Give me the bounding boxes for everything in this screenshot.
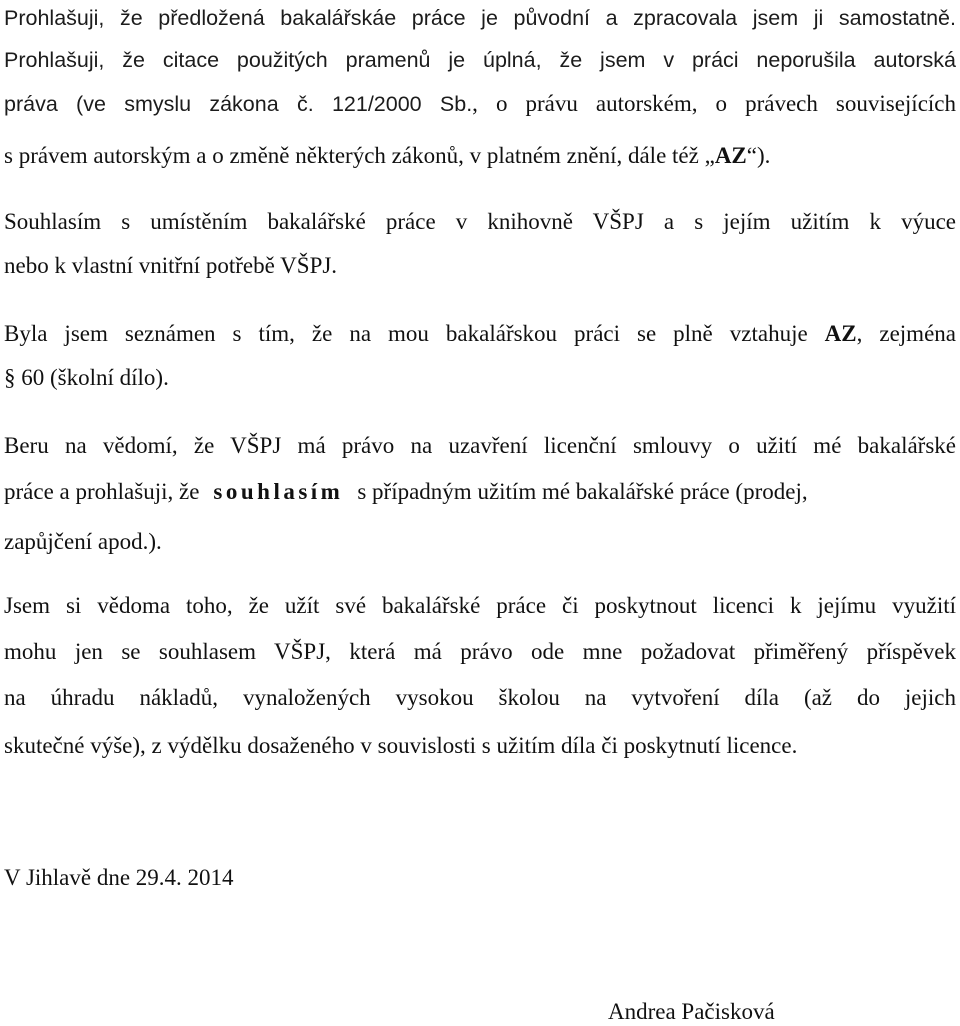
paragraph-5-line-1: Jsem si vědoma toho, že užít své bakalářské práce či poskytnout licenci k jejímu využití (4, 593, 956, 618)
paragraph-4-line-2 (4, 478, 956, 506)
paragraph-1-line-1: Prohlašuji, že předložená bakalářskáe práce je původní a zpracovala jsem ji samostatně. (4, 6, 956, 30)
consent-tail: s případným užitím mé bakalářské práce (prodej, (357, 479, 808, 504)
place-and-date: V Jihlavě dne 29.4. 2014 (4, 865, 234, 890)
paragraph-1-line-2: Prohlašuji, že citace použitých pramenů je úplná, že jsem v práci neporušila autorská (4, 48, 956, 72)
paragraph-5-line-4: skutečné výše), z výdělku dosaženého v souvislosti s užitím díla či poskytnutí licence. (4, 733, 798, 758)
paragraph-4-line-1: Beru na vědomí, že VŠPJ má právo na uzavření licenční smlouvy o užití mé bakalářské (4, 433, 956, 458)
consent-word: souhlasím (213, 479, 344, 504)
az-sentence-end: , zejména (856, 321, 956, 346)
az-closing: “). (746, 143, 771, 168)
paragraph-2-line-2: nebo k vlastní vnitřní potřebě VŠPJ. (4, 253, 338, 278)
law-description: , o právu autorském, o právech souvisejících (472, 91, 956, 116)
paragraph-5-line-2: mohu jen se souhlasem VŠPJ, která má právo ode mne požadovat přiměřený příspěvek (4, 639, 956, 664)
paragraph-1-line-4 (4, 142, 956, 170)
paragraph-5-line-3: na úhradu nákladů, vynaložených vysokou školou na vytvoření díla (až do jejich (4, 685, 956, 710)
law-description-cont: s právem autorským a o změně některých zákonů, v platném znění, dále též „ (4, 143, 715, 168)
az-abbreviation-2: AZ (824, 321, 857, 346)
paragraph-3-line-2: § 60 (školní dílo). (4, 365, 169, 390)
paragraph-2-line-1: Souhlasím s umístěním bakalářské práce v knihovně VŠPJ a s jejím užitím k výuce (4, 209, 956, 234)
az-abbreviation: AZ (714, 143, 747, 168)
paragraph-4-line-3: zapůjčení apod.). (4, 529, 162, 554)
author-signature-name: Andrea Pačisková (608, 999, 775, 1024)
paragraph-1-line-3 (4, 90, 956, 118)
az-sentence: Byla jsem seznámen s tím, že na mou bakalářskou práci se plně vztahuje (4, 321, 825, 346)
paragraph-3-line-1 (4, 320, 956, 348)
consent-lead: práce a prohlašuji, že (4, 479, 200, 504)
law-reference: práva (ve smyslu zákona č. 121/2000 Sb. (4, 92, 473, 116)
